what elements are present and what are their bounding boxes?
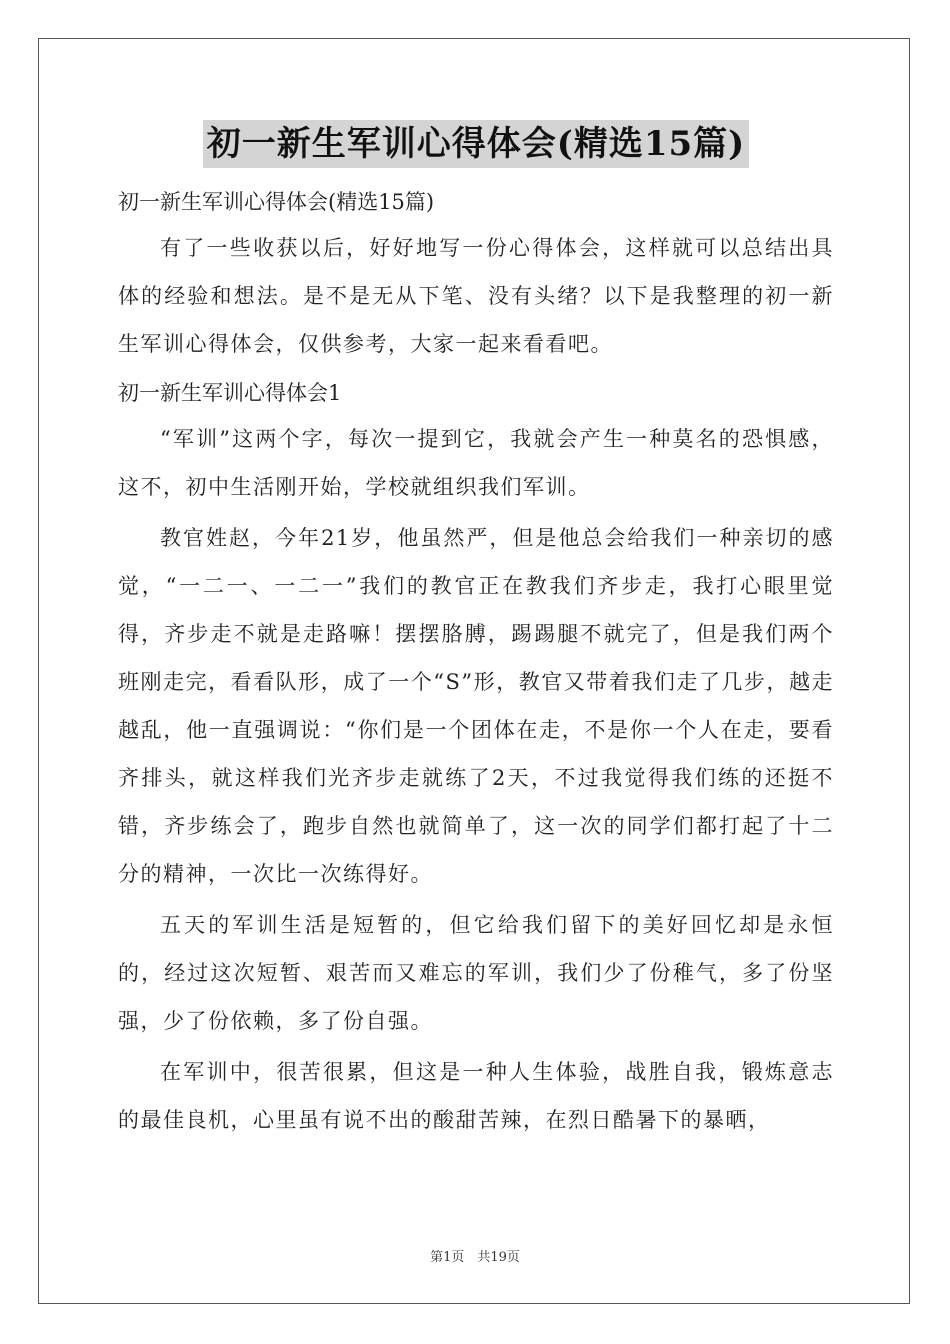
intro-paragraph: 有了一些收获以后，好好地写一份心得体会，这样就可以总结出具体的经验和想法。是不是无从下笔、没有头绪？以下是我整理的初一新生军训心得体会，仅供参考，大家一起来看看吧。 (118, 236, 834, 356)
page-number-footer: 第1页 共19页 (430, 1250, 520, 1265)
document-title: 初一新生军训心得体会(精选15篇) (203, 120, 750, 168)
body-paragraph: 五天的军训生活是短暂的，但它给我们留下的美好回忆却是永恒的，经过这次短暂、艰苦而又难忘的军训，我们少了份稚气，多了份坚强，少了份依赖，多了份自强。 (118, 913, 834, 1033)
body-paragraph: 教官姓赵，今年21岁，他虽然严，但是他总会给我们一种亲切的感觉，“一二一、一二一”我们的教官正在教我们齐步走，我打心眼里觉得，齐步走不就是走路嘛！摆摆胳膊，踢踢腿不就完了，但是我们两个班刚走完，看看队形，成了一个“S”形，教官又带着我们走了几步，越走越乱，他一直强调说：“你们是一个团体在走，不是你一个人在走，要看齐排头，就这样我们光齐步走就练了2天，不过我觉得我们练的还挺不错，齐步练会了，跑步自然也就简单了，这一次的同学们都打起了十二分的精神，一次比一次练得好。 (118, 526, 834, 886)
document-subtitle: 初一新生军训心得体会(精选15篇) (118, 190, 435, 214)
body-paragraph: 在军训中，很苦很累，但这是一种人生体验，战胜自我，锻炼意志的最佳良机，心里虽有说不出的酸甜苦辣，在烈日酷暑下的暴晒， (118, 1060, 834, 1132)
body-paragraph: “军训”这两个字，每次一提到它，我就会产生一种莫名的恐惧感，这不，初中生活刚开始，学校就组织我们军训。 (118, 427, 834, 499)
document-body (118, 120, 834, 1147)
section-heading: 初一新生军训心得体会1 (118, 381, 342, 405)
title-wrap (118, 120, 834, 168)
